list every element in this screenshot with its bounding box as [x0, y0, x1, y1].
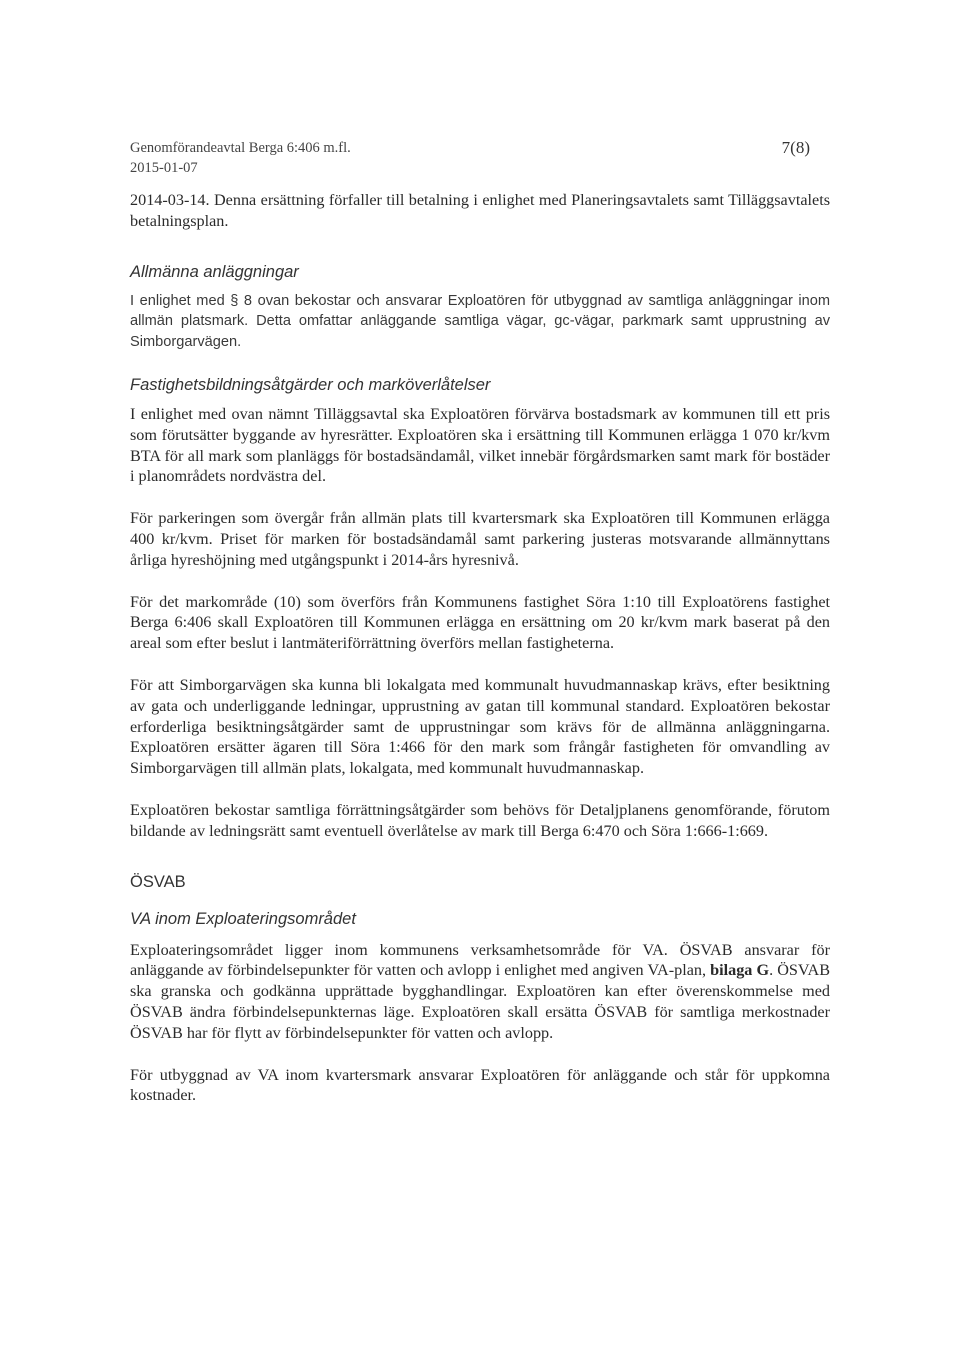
osvab-paragraph-2: För utbyggnad av VA inom kvartersmark ansvarar Exploatören för anläggande och står för uppkomna kostnader. [130, 1065, 830, 1105]
osvab-paragraph-1-end: . ÖSVAB ska granska och godkänna upprättade bygghandlingar. Exploatören kan efter överenskommelse med ÖSVAB ändra förbindelsepunkternas läge. Exploatören skall ersätta ÖSVAB för samtliga merkostnader ÖSVAB har för flytt av förbindelsepunkter för vatten och avlopp. [130, 961, 830, 1042]
page-header [130, 138, 810, 178]
page-number: 7(8) [781, 138, 810, 157]
allmanna-paragraph: I enlighet med § 8 ovan bekostar och ansvarar Exploatören för utbyggnad av samtliga anläggningar inom allmän platsmark. Detta omfattar anläggande samtliga vägar, gc-vägar, parkmark samt upprustning av Simborgarvägen. [130, 292, 830, 351]
heading-osvab: ÖSVAB [130, 872, 186, 891]
heading-fastighetsbildning: Fastighetsbildningsåtgärder och marköverlåtelser [130, 375, 491, 394]
fastighet-paragraph-4: För att Simborgarvägen ska kunna bli lokalgata med kommunalt huvudmannaskap krävs, efter besiktning av gata och underliggande ledningar, upprustning av gatan till kommunal standard. Exploatören bekostar erforderliga besiktningsåtgärder samt de upprustningar som krävs för de allmänna anläggningarna. Exploatören ersätter ägaren till Söra 1:466 för den mark som frångår fastigheten för omvandling av Simborgarvägen till allmän plats, lokalgata, med kommunalt huvudmannaskap. [130, 675, 830, 778]
osvab-paragraph-1-start: Exploateringsområdet ligger inom kommunens verksamhetsområde för VA. ÖSVAB ansvarar för anläggande av förbindelsepunkter för vatten och avlopp i enlighet med angiven VA-plan, [130, 940, 830, 980]
document-body [130, 190, 830, 1106]
fastighet-paragraph-1: I enlighet med ovan nämnt Tilläggsavtal ska Exploatören förvärva bostadsmark av kommunen till ett pris som förutsätter byggande av hyresrätter. Exploatören ska i ersättning till Kommunen erlägga 1 070 kr/kvm BTA för all mark som planläggs för bostadsändamål, vilket innebär förgårdsmarken samt mark för bostäder i planområdets nordvästra del. [130, 404, 830, 486]
document-title: Genomförandeavtal Berga 6:406 m.fl. [130, 140, 351, 156]
document-date: 2015-01-07 [130, 160, 198, 176]
heading-allmanna-anlaggningar: Allmänna anläggningar [130, 262, 299, 281]
intro-paragraph: 2014-03-14. Denna ersättning förfaller till betalning i enlighet med Planeringsavtalets samt Tilläggsavtalets betalningsplan. [130, 191, 830, 230]
fastighet-paragraph-2: För parkeringen som övergår från allmän plats till kvartersmark ska Exploatören till Kommunen erlägga 400 kr/kvm. Priset för marken för bostadsändamål samt parkering justeras motsvarande allmännyttans årliga hyreshöjning med utgångspunkt i 2014-års hyresnivå. [130, 509, 830, 569]
heading-va-inom-exploateringsomradet: VA inom Exploateringsområdet [130, 909, 356, 928]
fastighet-paragraph-5: Exploatören bekostar samtliga förrättningsåtgärder som behövs för Detaljplanens genomförande, förutom bildande av ledningsrätt samt eventuell överlåtelse av mark till Berga 6:470 och Söra 1:666-1:669. [130, 800, 830, 840]
fastighet-paragraph-3: För det markområde (10) som överförs från Kommunens fastighet Söra 1:10 till Exploatörens fastighet Berga 6:406 skall Exploatören till Kommunen erlägga en ersättning om 20 kr/kvm mark baserat på den areal som efter beslut i lantmäteriförrättning överförs mellan fastigheterna. [130, 592, 830, 653]
osvab-paragraph-1 [130, 940, 830, 1044]
bilaga-g-reference: bilaga G [710, 961, 770, 980]
